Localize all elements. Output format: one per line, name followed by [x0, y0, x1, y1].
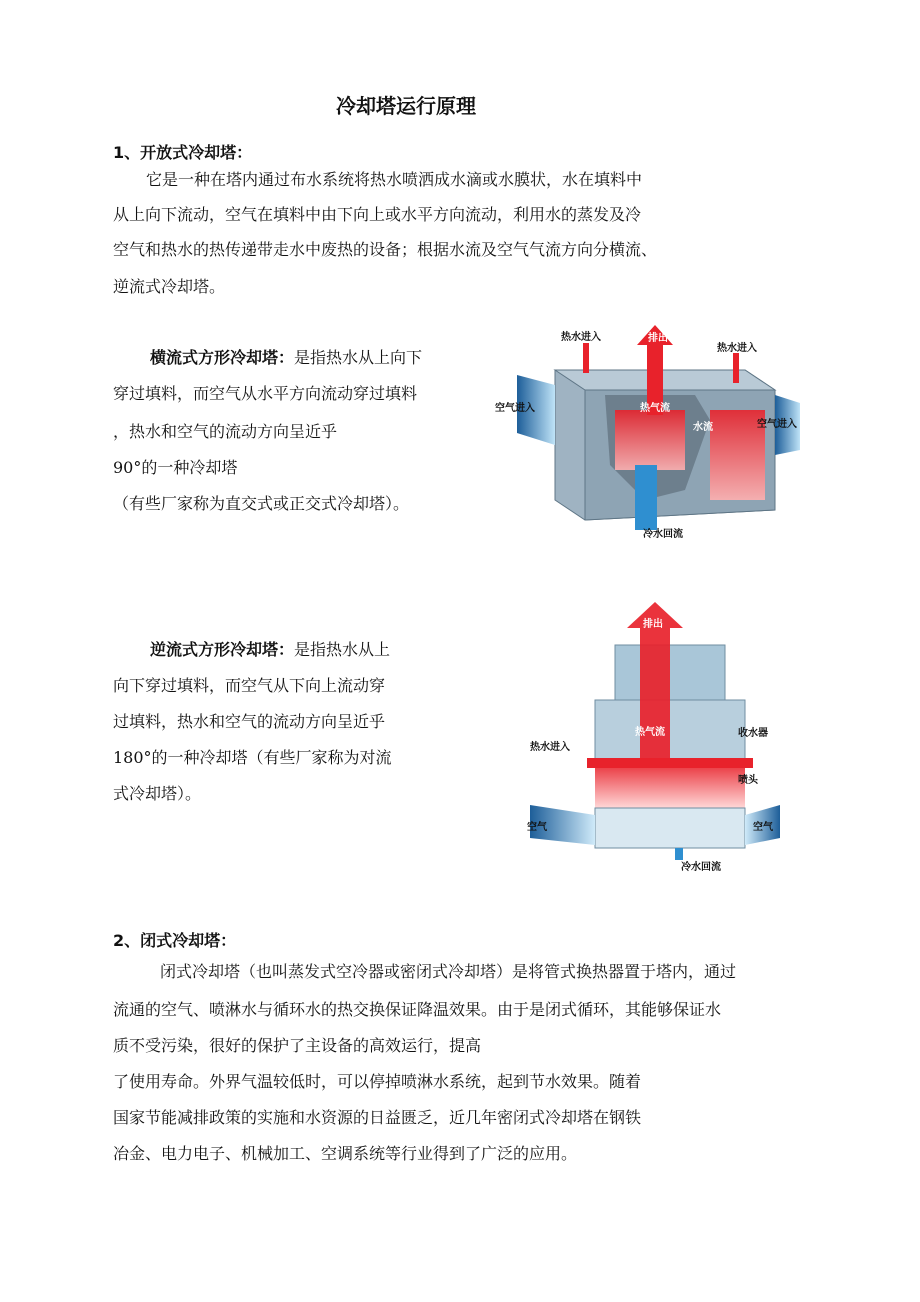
label-hot-air: 热气流 — [640, 403, 670, 414]
label-cold-return: 冷水回流 — [643, 529, 683, 540]
intro-line-2: 从上向下流动，空气在填料中由下向上或水平方向流动，利用水的蒸发及冷 — [113, 205, 642, 224]
label-nozzle: 喷头 — [738, 775, 758, 786]
label-hot-air: 热气流 — [635, 727, 665, 738]
label-hot-in: 热水进入 — [530, 742, 570, 753]
section2-line-1: 闭式冷却塔（也叫蒸发式空冷器或密闭式冷却塔）是将管式换热器置于塔内，通过 — [160, 962, 737, 981]
section2-line-3: 质不受污染，很好的保护了主设备的高效运行，提高 — [113, 1036, 482, 1055]
label-hot-in-left: 热水进入 — [561, 332, 601, 343]
hot-inlet-right — [733, 353, 739, 383]
label-hot-in-right: 热水进入 — [717, 343, 757, 354]
crossflow-line-4: 90°的一种冷却塔 — [113, 458, 238, 477]
section2-line-2: 流通的空气、喷淋水与循环水的热交换保证降温效果。由于是闭式循环，其能够保证水 — [113, 1000, 722, 1019]
label-cold-return: 冷水回流 — [681, 862, 721, 873]
crossflow-line1-rest: 是指热水从上向下 — [294, 348, 423, 367]
label-exhaust: 排出 — [648, 333, 668, 344]
counterflow-line-1 — [150, 640, 390, 660]
label-water-flow: 水流 — [693, 422, 713, 433]
intro-line-1: 它是一种在塔内通过布水系统将热水喷洒成水滴或水膜状，水在填料中 — [146, 170, 643, 189]
crossflow-tower-diagram — [495, 315, 810, 545]
hot-fill-left — [615, 410, 685, 470]
page-title: 冷却塔运行原理 — [336, 94, 476, 118]
cold-water-outlet — [675, 848, 683, 860]
crossflow-line-3: ，热水和空气的流动方向呈近乎 — [113, 422, 338, 441]
cold-water-pipe — [635, 465, 657, 530]
label-exhaust: 排出 — [643, 619, 663, 630]
section2-line-4: 了使用寿命。外界气温较低时，可以停掉喷淋水系统，起到节水效果。随着 — [113, 1072, 642, 1091]
section2-line-6: 冶金、电力电子、机械加工、空调系统等行业得到了广泛的应用。 — [113, 1144, 578, 1163]
counterflow-line-2: 向下穿过填料，而空气从下向上流动穿 — [113, 676, 386, 695]
label-air-in-left: 空气进入 — [495, 403, 535, 414]
section2-line-5: 国家节能减排政策的实施和水资源的日益匮乏，近几年密闭式冷却塔在钢铁 — [113, 1108, 642, 1127]
crossflow-term: 横流式方形冷却塔： — [150, 348, 295, 367]
hot-inlet-left — [583, 343, 589, 373]
label-air-left: 空气 — [527, 822, 547, 833]
crossflow-line-1 — [150, 348, 422, 368]
counterflow-term: 逆流式方形冷却塔： — [150, 640, 295, 659]
section1-heading: 1、开放式冷却塔： — [113, 143, 253, 162]
counterflow-line-3: 过填料，热水和空气的流动方向呈近乎 — [113, 712, 386, 731]
crossflow-line-2: 穿过填料，而空气从水平方向流动穿过填料 — [113, 384, 418, 403]
counterflow-line-4: 180°的一种冷却塔（有些厂家称为对流 — [113, 748, 392, 767]
fill-section — [595, 768, 745, 808]
intro-line-3: 空气和热水的热传递带走水中废热的设备；根据水流及空气气流方向分横流、 — [113, 240, 658, 259]
label-air-right: 空气 — [753, 822, 773, 833]
counterflow-line-5: 式冷却塔）。 — [113, 784, 202, 803]
label-collector: 收水器 — [738, 728, 768, 739]
section2-heading: 2、闭式冷却塔： — [113, 931, 237, 950]
lower-casing — [595, 808, 745, 848]
intro-line-4: 逆流式冷却塔。 — [113, 277, 226, 296]
label-air-in-right: 空气进入 — [757, 419, 797, 430]
crossflow-line-5: （有些厂家称为直交式或正交式冷却塔）。 — [113, 494, 410, 513]
counterflow-line1-rest: 是指热水从上 — [294, 640, 391, 659]
counterflow-tower-diagram — [525, 600, 785, 880]
